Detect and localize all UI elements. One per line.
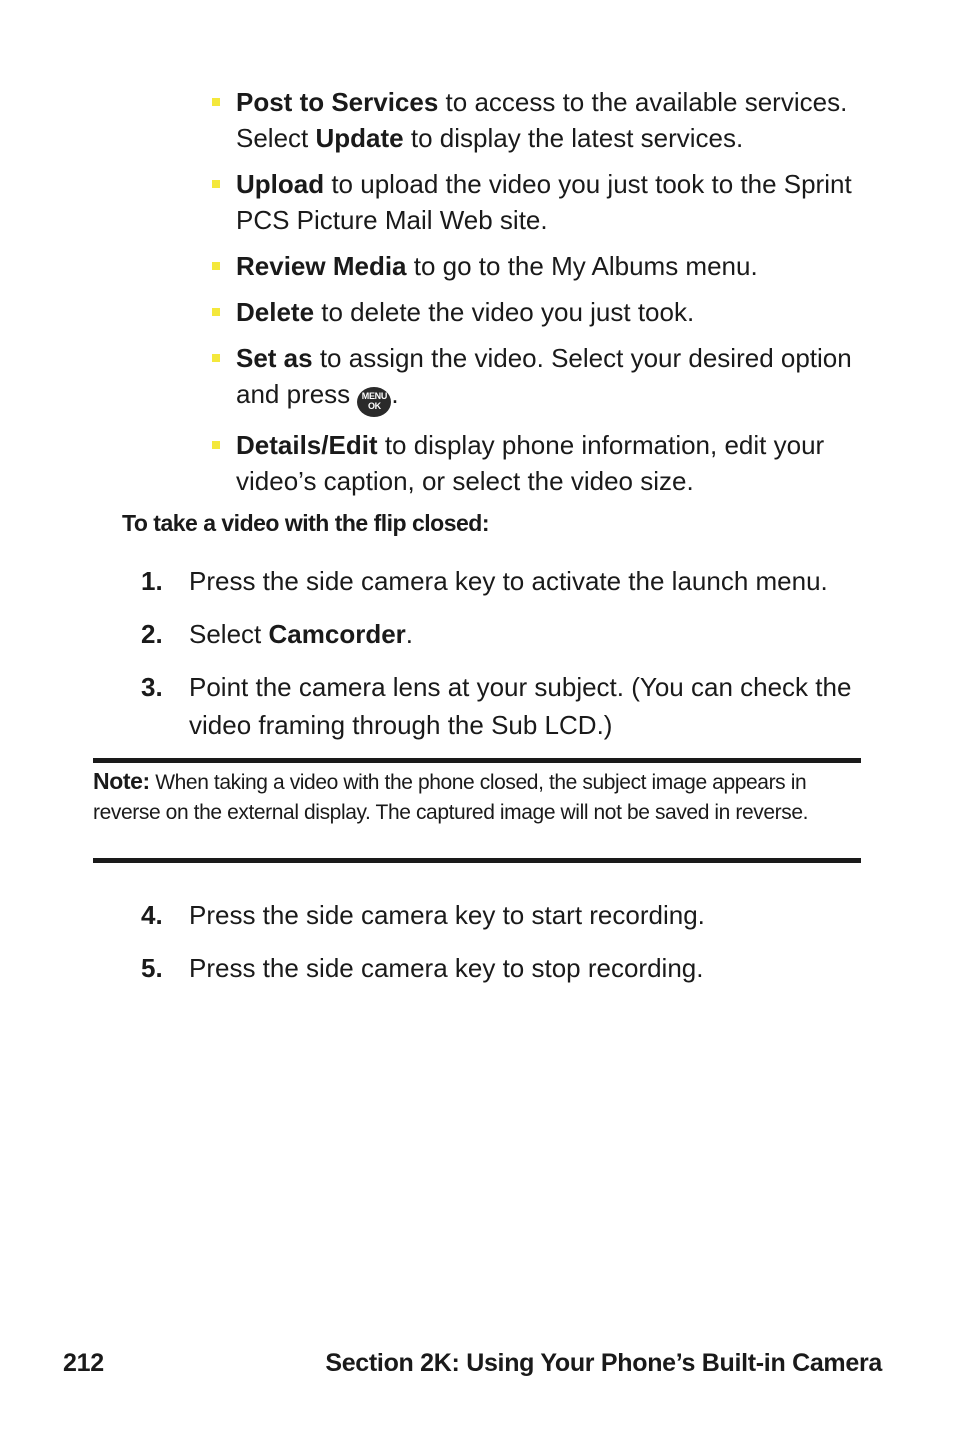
step-number: 3.	[141, 672, 163, 702]
step-text: .	[405, 619, 414, 649]
step-text: Point the camera lens at your subject. (You can check the video framing through the Sub LCD.)	[189, 672, 852, 740]
step-number: 4.	[141, 900, 163, 930]
option-term: Details/Edit	[236, 430, 378, 460]
option-term: Review Media	[236, 251, 407, 281]
step-text: Select	[189, 619, 269, 649]
page-number: 212	[63, 1349, 104, 1377]
section-title: Section 2K: Using Your Phone’s Built-in Camera	[325, 1349, 882, 1377]
step-item	[0, 668, 869, 744]
menu-ok-key-icon: MENU OK	[357, 387, 391, 417]
procedure-heading: To take a video with the flip closed:	[122, 510, 490, 536]
bullet-square-icon	[212, 354, 220, 362]
step-list	[0, 562, 954, 759]
step-number: 5.	[141, 953, 163, 983]
option-text: to upload the video you just took to the Sprint PCS Picture Mail Web site.	[236, 169, 852, 235]
option-details-edit	[0, 427, 856, 499]
step-text: Press the side camera key to activate the launch menu.	[189, 566, 828, 596]
option-term: Upload	[236, 169, 325, 199]
note-text: When taking a video with the phone closed, the subject image appears in reverse on the external display. The captured image will not be saved in reverse.	[93, 771, 809, 824]
bullet-square-icon	[212, 262, 220, 270]
option-text: to display phone information, edit your video’s caption, or select the video size.	[236, 430, 825, 496]
step-item	[0, 562, 869, 600]
step-term: Camcorder	[268, 619, 406, 649]
option-set-as	[0, 340, 856, 417]
step-item	[0, 896, 869, 934]
option-term: Post to Services	[236, 87, 439, 117]
option-term: Delete	[236, 297, 315, 327]
option-text: to delete the video you just took.	[314, 297, 695, 327]
step-text: Press the side camera key to stop recording.	[189, 953, 704, 983]
bullet-square-icon	[212, 308, 220, 316]
option-text: to display the latest services.	[403, 123, 744, 153]
option-term: Set as	[236, 343, 313, 373]
step-text: Press the side camera key to start recording.	[189, 900, 705, 930]
option-post-to-services	[0, 84, 856, 156]
bullet-square-icon	[212, 98, 220, 106]
bullet-square-icon	[212, 441, 220, 449]
option-text: to access to the available services. Select	[236, 87, 848, 153]
option-text: .	[391, 379, 399, 409]
option-review-media	[0, 248, 856, 284]
option-delete	[0, 294, 856, 330]
step-number: 2.	[141, 619, 163, 649]
step-list	[0, 896, 954, 1002]
option-text: to assign the video. Select your desired option and press	[236, 343, 852, 409]
bullet-square-icon	[212, 180, 220, 188]
step-item	[0, 949, 869, 987]
note-box	[93, 758, 861, 863]
step-number: 1.	[141, 566, 163, 596]
note-label: Note:	[93, 768, 150, 794]
option-list	[0, 84, 954, 509]
step-item	[0, 615, 869, 653]
option-text: to go to the My Albums menu.	[406, 251, 758, 281]
option-term: Update	[315, 123, 404, 153]
option-upload	[0, 166, 856, 238]
